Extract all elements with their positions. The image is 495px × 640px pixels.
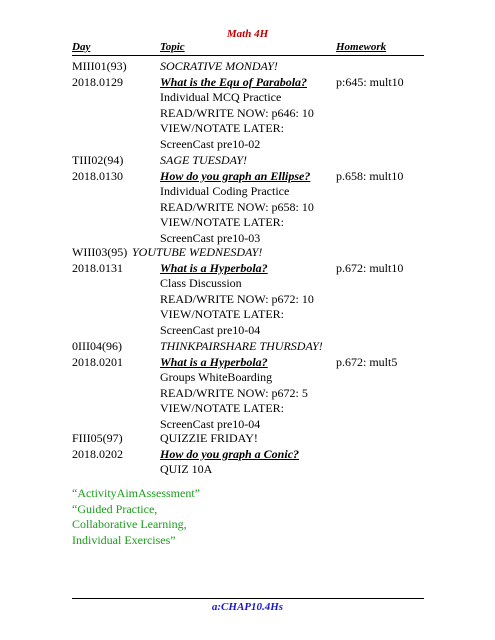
entry-homework: p:645: mult10 bbox=[336, 74, 404, 89]
entry-line: Individual Coding Practice bbox=[160, 184, 290, 199]
entry-line: ScreenCast pre10-02 bbox=[160, 136, 261, 151]
entry-line: VIEW/NOTATE LATER: bbox=[160, 121, 285, 136]
entry-line: READ/WRITE NOW: p672: 10 bbox=[160, 291, 314, 306]
note-line: “ActivityAimAssessment” bbox=[72, 486, 200, 500]
entry-line: VIEW/NOTATE LATER: bbox=[160, 215, 285, 230]
entry-line: READ/WRITE NOW: p672: 5 bbox=[160, 385, 308, 400]
entry-theme: THINKPAIRSHARE THURSDAY! bbox=[160, 339, 323, 353]
entry-theme: QUIZZIE FRIDAY! bbox=[160, 431, 258, 445]
page-footer: a:CHAP10.4Hs bbox=[211, 601, 284, 613]
topic-column-header: Topic bbox=[160, 41, 185, 53]
entry-homework: p.672: mult5 bbox=[336, 354, 398, 369]
entry-homework: p.672: mult10 bbox=[336, 260, 404, 275]
entry-topic bbox=[160, 153, 340, 247]
entry-line: Groups WhiteBoarding bbox=[160, 370, 273, 385]
green-notes bbox=[72, 486, 200, 548]
entry-topic bbox=[160, 431, 340, 478]
entry-line: VIEW/NOTATE LATER: bbox=[160, 401, 285, 416]
entry-aim: What is the Equ of Parabola? bbox=[160, 74, 308, 89]
entry-theme: SOCRATIVE MONDAY! bbox=[160, 59, 278, 73]
entry-date: 2018.0202 bbox=[72, 446, 123, 461]
entry-topic bbox=[132, 245, 340, 339]
entry-line: VIEW/NOTATE LATER: bbox=[160, 307, 285, 322]
entry-line: ScreenCast pre10-04 bbox=[160, 322, 261, 337]
entry-aim: How do you graph an Ellipse? bbox=[160, 168, 311, 183]
entry-theme: SAGE TUESDAY! bbox=[160, 153, 247, 167]
entry-date: 2018.0129 bbox=[72, 74, 123, 89]
entry-date: 2018.0130 bbox=[72, 168, 123, 183]
entry-aim: How do you graph a Conic? bbox=[160, 446, 300, 461]
entry-homework: p.658: mult10 bbox=[336, 168, 404, 183]
entry-line: READ/WRITE NOW: p646: 10 bbox=[160, 105, 314, 120]
entry-line: QUIZ 10A bbox=[160, 462, 213, 477]
entry-line: Individual MCQ Practice bbox=[160, 90, 282, 105]
homework-column-header: Homework bbox=[336, 41, 387, 53]
entry-day-code: WIII03(95) bbox=[72, 245, 128, 259]
entry-line: Class Discussion bbox=[160, 276, 242, 291]
entry-line: ScreenCast pre10-04 bbox=[160, 416, 261, 431]
note-line: Collaborative Learning, bbox=[72, 517, 187, 532]
note-line: “Guided Practice, bbox=[72, 501, 158, 516]
entry-date: 2018.0131 bbox=[72, 260, 123, 275]
entry-day-code: MIII01(93) bbox=[72, 59, 127, 73]
footer-divider bbox=[72, 598, 424, 599]
entry-theme: YOUTUBE WEDNESDAY! bbox=[132, 245, 263, 259]
note-line: Individual Exercises” bbox=[72, 532, 176, 547]
entry-line: READ/WRITE NOW: p658: 10 bbox=[160, 199, 314, 214]
entry-date: 2018.0201 bbox=[72, 354, 123, 369]
entry-line: ScreenCast pre10-03 bbox=[160, 230, 261, 245]
column-headers bbox=[72, 41, 424, 56]
entry-aim: What is a Hyperbola? bbox=[160, 260, 268, 275]
day-column-header: Day bbox=[72, 41, 91, 53]
entry-day-code: 0III04(96) bbox=[72, 339, 122, 353]
entry-topic bbox=[160, 339, 340, 433]
entry-aim: What is a Hyperbola? bbox=[160, 354, 268, 369]
entry-topic bbox=[160, 59, 340, 153]
entry-day-code: FIII05(97) bbox=[72, 431, 123, 445]
entry-day-code: TIII02(94) bbox=[72, 153, 124, 167]
page-title: Math 4H bbox=[226, 28, 269, 40]
